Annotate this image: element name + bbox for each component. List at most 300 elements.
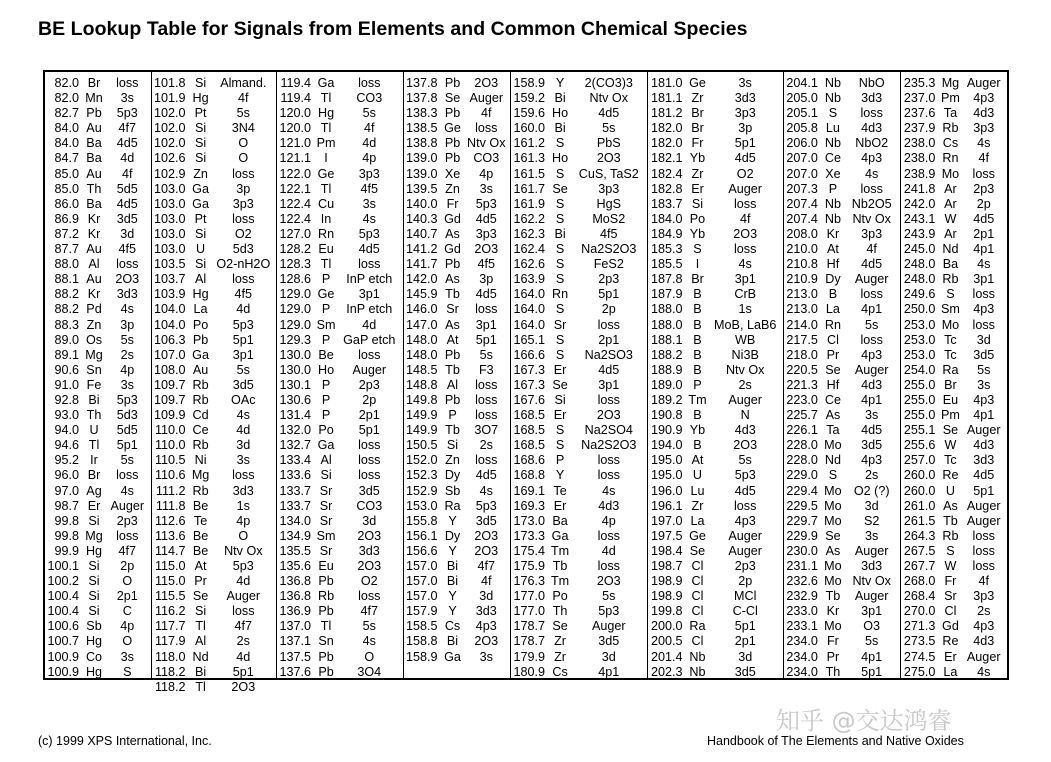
signal: 2s (120, 347, 134, 362)
binding-energy: 229.9 (786, 528, 818, 543)
table-row (277, 468, 402, 483)
element: Al (194, 634, 207, 649)
binding-energy: 118.2 (154, 679, 186, 694)
table-row (152, 91, 276, 106)
binding-energy: 131.4 (279, 408, 312, 423)
table-row (648, 272, 782, 287)
binding-energy: 113.6 (154, 528, 186, 543)
table-row (277, 393, 402, 408)
binding-energy: 178.7 (513, 634, 546, 649)
element: S (555, 272, 565, 287)
element: Eu (318, 559, 334, 573)
binding-energy: 201.4 (650, 649, 683, 664)
table-row (784, 453, 901, 468)
binding-energy: 157.0 (406, 574, 438, 589)
table-row (277, 106, 402, 121)
table-row (648, 604, 782, 619)
element: Re (942, 634, 959, 649)
signal: 3N4 (231, 121, 255, 136)
signal: 3s (865, 528, 879, 543)
signal: 4d3 (973, 438, 995, 453)
table-row (648, 363, 782, 378)
table-column (901, 72, 1007, 678)
binding-energy: 206.0 (786, 136, 818, 151)
binding-energy: 120.0 (279, 106, 312, 121)
element: Pm (316, 136, 336, 151)
element: Er (944, 649, 957, 664)
signal: 3p1 (598, 377, 620, 392)
signal: 3d (864, 498, 879, 513)
element: Si (88, 559, 100, 573)
binding-energy: 119.4 (280, 91, 312, 106)
binding-energy: 180.9 (513, 664, 546, 679)
signal: 2O3 (115, 272, 140, 287)
binding-energy: 161.3 (513, 151, 546, 166)
signal: 3d3 (973, 453, 995, 468)
signal: 5p3 (232, 559, 254, 573)
binding-energy: 88.0 (54, 257, 79, 272)
table-row (648, 287, 782, 302)
binding-energy: 255.6 (903, 438, 936, 453)
element: Tl (320, 257, 332, 272)
table-column (784, 72, 902, 678)
table-row (511, 318, 647, 333)
element: Ba (942, 257, 959, 272)
table-row (152, 604, 276, 619)
element: Rb (192, 392, 209, 407)
element: Si (194, 136, 207, 151)
binding-energy: 152.3 (406, 468, 438, 483)
element: Ho (552, 151, 569, 166)
binding-energy: 135.6 (279, 559, 312, 573)
binding-energy: 221.3 (786, 377, 818, 392)
element: S (946, 287, 955, 302)
element: Zr (554, 649, 566, 664)
signal: 4d (236, 574, 251, 589)
element: Se (192, 589, 209, 604)
binding-energy: 210.9 (786, 272, 818, 287)
element: Fr (691, 136, 704, 151)
signal: 3O4 (357, 664, 382, 679)
element: Ga (317, 76, 335, 90)
element: At (446, 332, 459, 347)
binding-energy: 161.9 (513, 196, 546, 211)
element: Cd (192, 408, 209, 423)
table-row (784, 348, 901, 363)
signal: 5p1 (734, 136, 756, 151)
element: Si (194, 121, 207, 136)
element: P (828, 181, 838, 196)
element: S (555, 302, 565, 317)
binding-energy: 140.0 (406, 196, 438, 211)
signal: 4f (866, 242, 877, 257)
binding-energy: 156.6 (406, 543, 438, 558)
signal: 4d5 (598, 362, 620, 377)
signal: InP etch (346, 272, 393, 287)
binding-energy: 185.5 (650, 257, 683, 272)
table-row (277, 318, 402, 333)
table-row (45, 227, 151, 242)
table-row (511, 121, 647, 136)
binding-energy: 112.6 (154, 513, 186, 528)
watermark: 知乎 @交达鸿睿 (776, 707, 952, 735)
table-row (901, 121, 1007, 136)
binding-energy: 161.5 (513, 166, 546, 181)
binding-energy: 99.8 (54, 513, 79, 528)
binding-energy: 86.0 (54, 196, 79, 211)
element: B (693, 438, 702, 453)
binding-energy: 133.4 (279, 453, 312, 468)
binding-energy: 140.7 (406, 226, 438, 241)
table-row (277, 574, 402, 589)
signal: O2 (360, 574, 378, 589)
table-row (784, 197, 901, 212)
signal: 3d5 (598, 634, 620, 649)
table-row (404, 287, 511, 302)
table-row (45, 408, 151, 423)
binding-energy: 181.1 (650, 91, 683, 106)
binding-energy: 207.4 (786, 211, 818, 226)
signal: 5s (602, 589, 616, 604)
table-row (45, 106, 151, 121)
signal: 4d3 (861, 121, 883, 136)
binding-energy: 190.8 (650, 408, 683, 423)
table-row (511, 619, 647, 634)
table-row (277, 182, 402, 197)
table-row (152, 378, 276, 393)
table-row (648, 182, 782, 197)
page-title: BE Lookup Table for Signals from Elements and Common Chemical Species (38, 18, 748, 40)
table-row (152, 212, 276, 227)
signal: 3d (976, 332, 991, 347)
element: Gd (942, 619, 959, 634)
binding-energy: 213.0 (786, 302, 818, 317)
binding-energy: 253.0 (903, 347, 936, 362)
signal: 5p1 (734, 619, 756, 634)
binding-energy: 111.2 (155, 483, 186, 498)
signal: 3s (479, 649, 493, 664)
signal: Auger (966, 76, 1001, 90)
signal: 4d (120, 151, 135, 166)
signal: 3p (738, 121, 753, 136)
signal: O2 (?) (853, 483, 890, 498)
element: Ba (86, 136, 102, 151)
signal: 3s (865, 408, 879, 423)
binding-energy: 148.0 (406, 332, 438, 347)
signal: 4d5 (475, 211, 497, 226)
table-row (152, 453, 276, 468)
signal: loss (597, 559, 620, 573)
element: Mo (824, 438, 842, 453)
binding-energy: 99.9 (54, 543, 79, 558)
signal: 4p3 (861, 151, 883, 166)
element: Pb (444, 106, 461, 121)
signal: 5s (738, 453, 752, 468)
signal: S2 (863, 513, 880, 528)
binding-energy: 100.9 (47, 649, 79, 664)
table-row (901, 453, 1007, 468)
signal: 4p3 (734, 513, 756, 528)
binding-energy: 164.0 (513, 302, 546, 317)
element: Ra (689, 619, 706, 634)
binding-energy: 102.0 (154, 136, 186, 151)
element: Si (320, 468, 332, 483)
table-row (784, 589, 901, 604)
binding-energy: 138.8 (406, 136, 438, 151)
table-row (784, 257, 901, 272)
element: Sr (319, 543, 333, 558)
element: Po (318, 423, 334, 438)
table-row (511, 333, 647, 348)
binding-energy: 162.2 (513, 211, 546, 226)
table-row (648, 574, 782, 589)
signal: 4p1 (861, 392, 883, 407)
binding-energy: 198.4 (650, 543, 683, 558)
signal: loss (734, 242, 757, 257)
binding-energy: 127.0 (279, 226, 312, 241)
signal: 3s (362, 196, 376, 211)
signal: 4p3 (973, 91, 995, 106)
be-lookup-table (43, 70, 1009, 694)
signal: 3p3 (598, 181, 620, 196)
signal: GaP etch (343, 332, 396, 347)
binding-energy: 231.1 (786, 559, 818, 573)
binding-energy: 181.0 (650, 76, 683, 90)
table-row (277, 650, 402, 665)
binding-energy: 204.1 (786, 76, 818, 90)
binding-energy: 157.0 (406, 589, 438, 604)
table-row (45, 574, 151, 589)
signal: Auger (110, 498, 145, 513)
binding-energy: 129.0 (279, 317, 312, 332)
binding-energy: 100.9 (47, 664, 79, 679)
signal: 2p (738, 574, 753, 589)
signal: Na2S2O3 (581, 438, 637, 453)
signal: 4f (978, 574, 989, 589)
element: As (445, 317, 460, 332)
table-row (901, 363, 1007, 378)
element: Te (193, 513, 208, 528)
element: Ga (317, 438, 335, 453)
binding-energy: 150.5 (406, 438, 438, 453)
table-row (404, 544, 511, 559)
binding-energy: 152.9 (406, 483, 438, 498)
element: La (943, 664, 958, 679)
signal: loss (597, 468, 620, 483)
signal: 3s (120, 91, 134, 106)
table-row (152, 514, 276, 529)
signal: Auger (591, 619, 626, 634)
element: P (321, 377, 331, 392)
binding-energy: 168.5 (513, 423, 546, 438)
binding-energy: 237.0 (903, 91, 936, 106)
signal: 2p1 (598, 332, 620, 347)
table-row (648, 634, 782, 649)
table-row (45, 619, 151, 634)
binding-energy: 248.0 (903, 257, 936, 272)
table-row (648, 559, 782, 574)
table-row (277, 604, 402, 619)
element: Zr (554, 634, 566, 649)
signal: Auger (728, 181, 762, 196)
binding-energy: 100.6 (47, 619, 79, 634)
table-row (45, 423, 151, 438)
binding-energy: 234.0 (786, 649, 818, 664)
binding-energy: 158.9 (406, 649, 438, 664)
element: At (826, 242, 839, 257)
element: Be (318, 347, 334, 362)
signal: loss (358, 453, 381, 468)
signal: loss (116, 76, 139, 90)
table-row (404, 76, 511, 91)
signal: 2p3 (734, 559, 756, 573)
binding-energy: 139.0 (406, 151, 438, 166)
binding-energy: 184.0 (650, 211, 683, 226)
table-row (901, 408, 1007, 423)
element: Ba (552, 513, 568, 528)
signal: 5p1 (475, 332, 497, 347)
binding-energy: 274.5 (903, 649, 936, 664)
signal: loss (972, 317, 995, 332)
element: P (555, 453, 565, 468)
element: Mg (941, 76, 960, 90)
table-column (511, 72, 648, 678)
element: Hg (85, 664, 103, 679)
table-row (404, 484, 511, 499)
table-row (404, 423, 511, 438)
table-row (901, 378, 1007, 393)
signal: 5s (120, 332, 134, 347)
binding-energy: 100.2 (47, 574, 79, 589)
binding-energy: 189.0 (650, 377, 683, 392)
element: Sn (86, 362, 102, 377)
binding-energy: 94.6 (54, 438, 79, 453)
element: Ra (444, 498, 461, 513)
signal: 4p1 (973, 242, 995, 257)
element: S (828, 468, 838, 483)
binding-energy: 86.9 (54, 211, 79, 226)
binding-energy: 90.6 (54, 362, 79, 377)
element: B (693, 317, 702, 332)
element: Si (194, 257, 207, 272)
binding-energy: 181.2 (650, 106, 683, 121)
signal: 4s (865, 166, 879, 181)
table-row (648, 665, 782, 680)
binding-energy: 255.0 (903, 377, 936, 392)
binding-energy: 130.1 (279, 377, 312, 392)
element: Pb (192, 332, 209, 347)
element: Pr (826, 347, 840, 362)
binding-energy: 233.0 (786, 604, 818, 619)
element: Tm (550, 574, 570, 589)
signal: 5s (865, 634, 879, 649)
table-row (277, 348, 402, 363)
binding-energy: 101.8 (154, 76, 186, 90)
binding-energy: 187.8 (650, 272, 683, 287)
element: Tb (552, 559, 568, 573)
binding-energy: 133.6 (279, 468, 312, 483)
element: Kr (826, 226, 840, 241)
table-row (45, 302, 151, 317)
signal: loss (597, 392, 620, 407)
binding-energy: 97.0 (54, 483, 79, 498)
signal: 5p1 (116, 438, 138, 453)
binding-energy: 118.0 (154, 649, 186, 664)
signal: 3d5 (116, 211, 138, 226)
table-row (511, 182, 647, 197)
table-row (784, 151, 901, 166)
table-row (784, 106, 901, 121)
binding-energy: 195.0 (650, 468, 683, 483)
table-row (784, 499, 901, 514)
binding-energy: 93.0 (54, 408, 79, 423)
signal: 4p (479, 166, 494, 181)
element: Ar (944, 226, 957, 241)
element: B (693, 408, 702, 423)
signal: 4d5 (475, 287, 497, 302)
element: Os (85, 332, 103, 347)
element: Tm (550, 543, 570, 558)
element: Ge (689, 528, 706, 543)
signal: 2p (976, 196, 991, 211)
table-row (404, 634, 511, 649)
table-row (901, 272, 1007, 287)
signal: 4d (362, 136, 377, 151)
signal: 3d5 (734, 664, 756, 679)
table-row (45, 257, 151, 272)
binding-energy: 205.1 (786, 106, 818, 121)
signal: O3 (863, 619, 881, 634)
binding-energy: 94.0 (54, 423, 79, 438)
table-row (277, 529, 402, 544)
signal: 4s (120, 302, 134, 317)
signal: 4d3 (973, 634, 995, 649)
element: Ge (444, 121, 461, 136)
table-row (784, 484, 901, 499)
element: Th (86, 181, 102, 196)
element: Al (194, 272, 207, 287)
binding-energy: 249.6 (903, 287, 936, 302)
table-row (152, 393, 276, 408)
table-row (511, 363, 647, 378)
element: Cs (444, 619, 461, 634)
binding-energy: 82.0 (54, 91, 79, 106)
table-row (45, 453, 151, 468)
binding-energy: 158.5 (406, 619, 438, 634)
element: Rb (192, 483, 209, 498)
signal: 3p3 (232, 196, 254, 211)
table-row (784, 408, 901, 423)
binding-energy: 101.9 (154, 91, 186, 106)
table-row (152, 559, 276, 574)
table-row (277, 272, 402, 287)
signal: loss (475, 377, 498, 392)
binding-energy: 208.0 (786, 226, 818, 241)
binding-energy: 235.3 (903, 76, 936, 90)
signal: 3p1 (861, 604, 883, 619)
table-row (901, 468, 1007, 483)
signal: 3d3 (358, 543, 380, 558)
signal: 2s (236, 634, 250, 649)
signal: 3d (236, 438, 251, 453)
signal: MCl (734, 589, 757, 604)
element: Rb (192, 377, 209, 392)
signal: 3d3 (232, 483, 254, 498)
element: Br (691, 121, 704, 136)
binding-energy: 141.7 (406, 257, 438, 272)
element: Si (88, 513, 100, 528)
binding-energy: 233.1 (786, 619, 818, 634)
